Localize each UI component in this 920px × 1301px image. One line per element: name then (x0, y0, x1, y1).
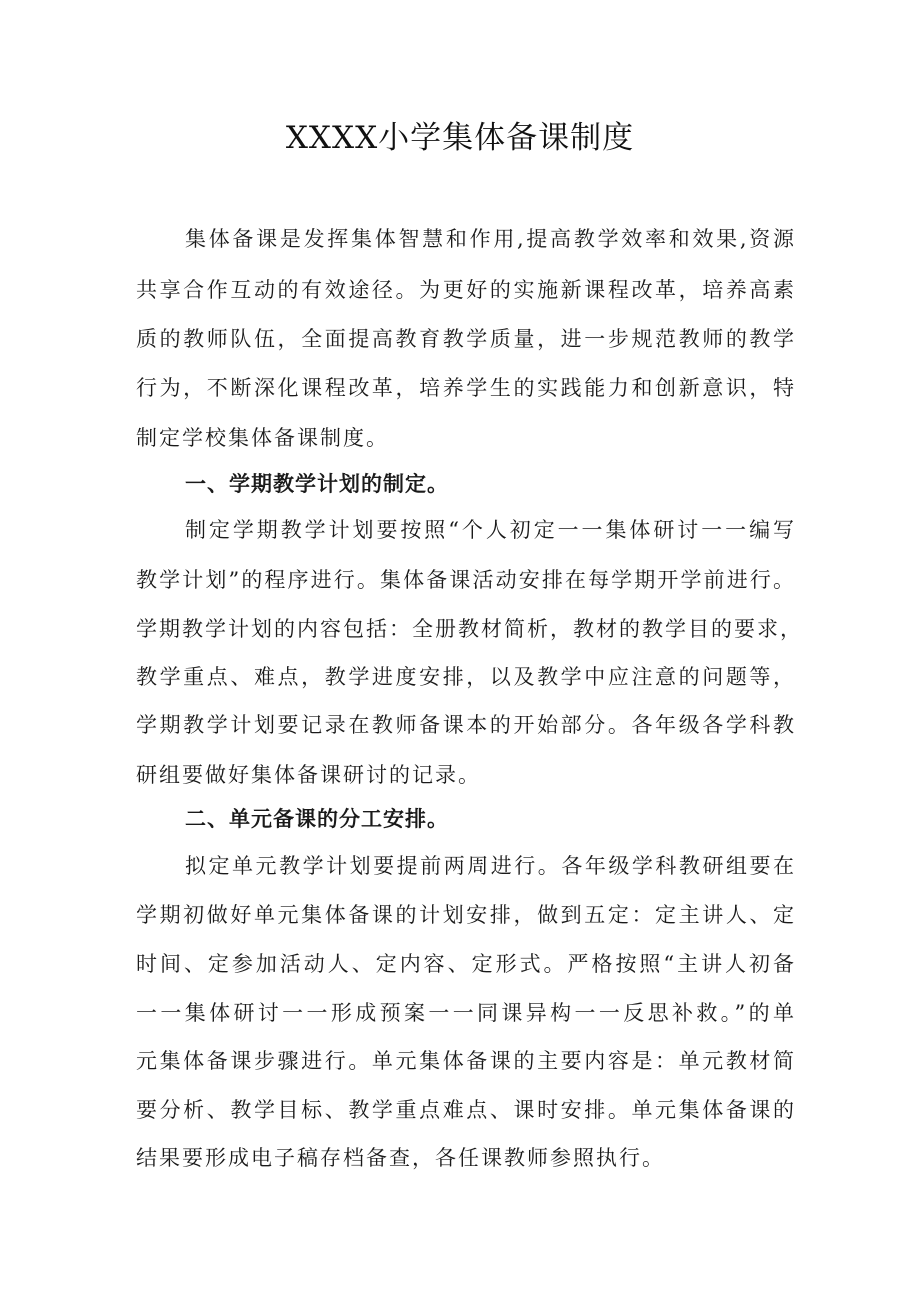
section1-heading: 一、学期教学计划的制定。 (185, 472, 449, 496)
section1-line-1: 制定学期教学计划要按照“个人初定一一集体研讨一一编写 (185, 518, 796, 542)
section1-line-2: 教学计划”的程序进行。集体备课活动安排在每学期开学前进行。 (136, 568, 796, 592)
section1-line-3: 学期教学计划的内容包括：全册教材简析，教材的教学目的要求， (136, 617, 803, 641)
intro-line-2: 共享合作互动的有效途径。为更好的实施新课程改革，培养高素 (136, 278, 796, 302)
section2-line-2: 学期初做好单元集体备课的计划安排，做到五定：定主讲人、定 (136, 903, 796, 927)
section2-line-1: 拟定单元教学计划要提前两周进行。各年级学科教研组要在 (185, 854, 796, 878)
section1-line-6: 研组要做好集体备课研讨的记录。 (136, 763, 481, 787)
section2-heading: 二、单元备课的分工安排。 (185, 807, 449, 831)
section2-line-7: 结果要形成电子稿存档备查，各任课教师参照执行。 (136, 1146, 665, 1170)
document-title: XXXX小学集体备课制度 (285, 120, 635, 156)
section1-line-5: 学期教学计划要记录在教师备课本的开始部分。各年级各学科教 (136, 713, 796, 737)
intro-line-4: 行为，不断深化课程改革，培养学生的实践能力和创新意识，特 (136, 376, 796, 400)
intro-line-5: 制定学校集体备课制度。 (136, 426, 389, 450)
section1-line-4: 教学重点、难点，教学进度安排，以及教学中应注意的问题等， (136, 665, 796, 689)
section2-line-3: 时间、定参加活动人、定内容、定形式。严格按照“主讲人初备 (136, 952, 796, 976)
intro-line-1: 集体备课是发挥集体智慧和作用,提高教学效率和效果,资源 (185, 227, 796, 251)
section2-line-4: 一一集体研讨一一形成预案一一同课异构一一反思补救。”的单 (136, 1001, 796, 1025)
intro-line-3: 质的教师队伍，全面提高教育教学质量，进一步规范教师的教学 (136, 327, 796, 351)
section2-line-6: 要分析、教学目标、教学重点难点、课时安排。单元集体备课的 (136, 1098, 796, 1122)
section2-line-5: 元集体备课步骤进行。单元集体备课的主要内容是：单元教材简 (136, 1049, 796, 1073)
